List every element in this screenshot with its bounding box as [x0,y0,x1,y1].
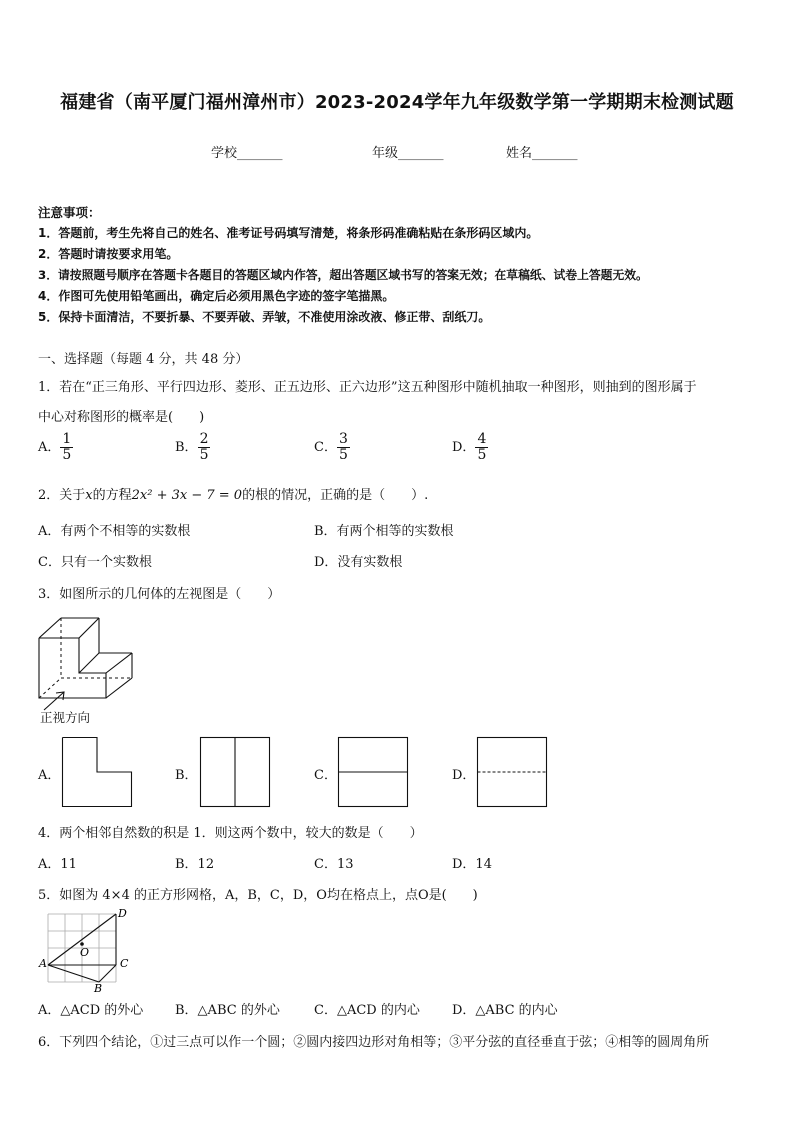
q5-option-c: C．△ACD 的内心 [314,1003,420,1018]
figure-caption: 正视方向 [40,710,91,725]
q2-option-d: D．没有实数根 [314,555,403,570]
q1-option-d: D． $\frac{4}{5}$ [452,431,487,463]
q5-option-b: B．△ABC 的外心 [175,1003,280,1018]
q1-option-a: A． $\frac{1}{5}$ [38,431,72,463]
q3-option-d-figure [477,737,547,807]
point-a-label: A [39,957,47,970]
solid-figure [36,610,146,710]
notes-heading: 注意事项： [38,205,101,220]
grid-figure [36,907,129,995]
q3-option-a-label: A． [38,768,61,783]
note-item: 4．作图可先使用铅笔画出，确定后必须用黑色字迹的签字笔描黑。 [38,289,395,303]
q5-text: 5．如图为 4×4 的正方形网格，A，B，C，D，O均在格点上，点O是( ) [38,888,478,903]
q2-text: 2．关于x的方程2x² + 3x − 7 = 0的根的情况，正确的是（ ）. [38,488,429,503]
q1-text: 1．若在“正三角形、平行四边形、菱形、正五边形、正六边形”这五种图形中随机抽取一种图形，则抽到的图形属于 [38,380,697,395]
q5-option-d: D．△ABC 的内心 [452,1003,558,1018]
q1-option-c: C． $\frac{3}{5}$ [314,431,348,463]
q3-option-d-label: D． [452,768,476,783]
q3-option-b-figure [200,737,270,807]
note-item: 5．保持卡面清洁，不要折暴、不要弄破、弄皱，不准使用涂改液、修正带、刮纸刀。 [38,310,491,324]
q3-option-b-label: B． [175,768,198,783]
q2-option-c: C．只有一个实数根 [38,555,152,570]
point-c-label: C [120,957,129,970]
q3-option-c-figure [338,737,408,807]
note-item: 2．答题时请按要求用笔。 [38,247,179,261]
q3-option-a-figure [62,737,132,807]
q4-text: 4．两个相邻自然数的积是 1．则这两个数中，较大的数是（ ） [38,826,423,841]
grade-field: 年级_______ [372,146,444,161]
q4-option-b: B．12 [175,857,215,872]
note-item: 3．请按照题号顺序在答题卡各题目的答题区域内作答，超出答题区域书写的答案无效；在草稿纸、试卷上答题无效。 [38,268,648,282]
q4-option-a: A．11 [38,857,77,872]
q3-text: 3．如图所示的几何体的左视图是（ ） [38,587,281,602]
note-item: 1．答题前，考生先将自己的姓名、准考证号码填写清楚，将条形码准确粘贴在条形码区域内。 [38,226,539,240]
point-o-label: O [80,946,90,959]
page-title: 福建省（南平厦门福州漳州市）2023-2024学年九年级数学第一学期期末检测试题 [60,92,734,113]
q2-option-a: A．有两个不相等的实数根 [38,524,191,539]
section-heading: 一、选择题（每题 4 分，共 48 分） [38,352,249,367]
point-d-label: D [118,907,127,920]
q4-option-c: C．13 [314,857,354,872]
q1-text-cont: 中心对称图形的概率是( ) [38,410,205,425]
school-field: 学校_______ [211,146,283,161]
name-field: 姓名_______ [506,146,578,161]
q2-option-b: B．有两个相等的实数根 [314,524,454,539]
q1-option-b: B． $\frac{2}{5}$ [175,431,209,463]
q4-option-d: D．14 [452,857,492,872]
point-b-label: B [94,982,103,995]
q3-option-c-label: C． [314,768,337,783]
q5-option-a: A．△ACD 的外心 [38,1003,144,1018]
q2-equation: 2x² + 3x − 7 = 0 [131,488,243,503]
q6-text: 6．下列四个结论，①过三点可以作一个圆；②圆内接四边形对角相等；③平分弦的直径垂直于弦；④相等的圆周角所 [38,1035,710,1050]
